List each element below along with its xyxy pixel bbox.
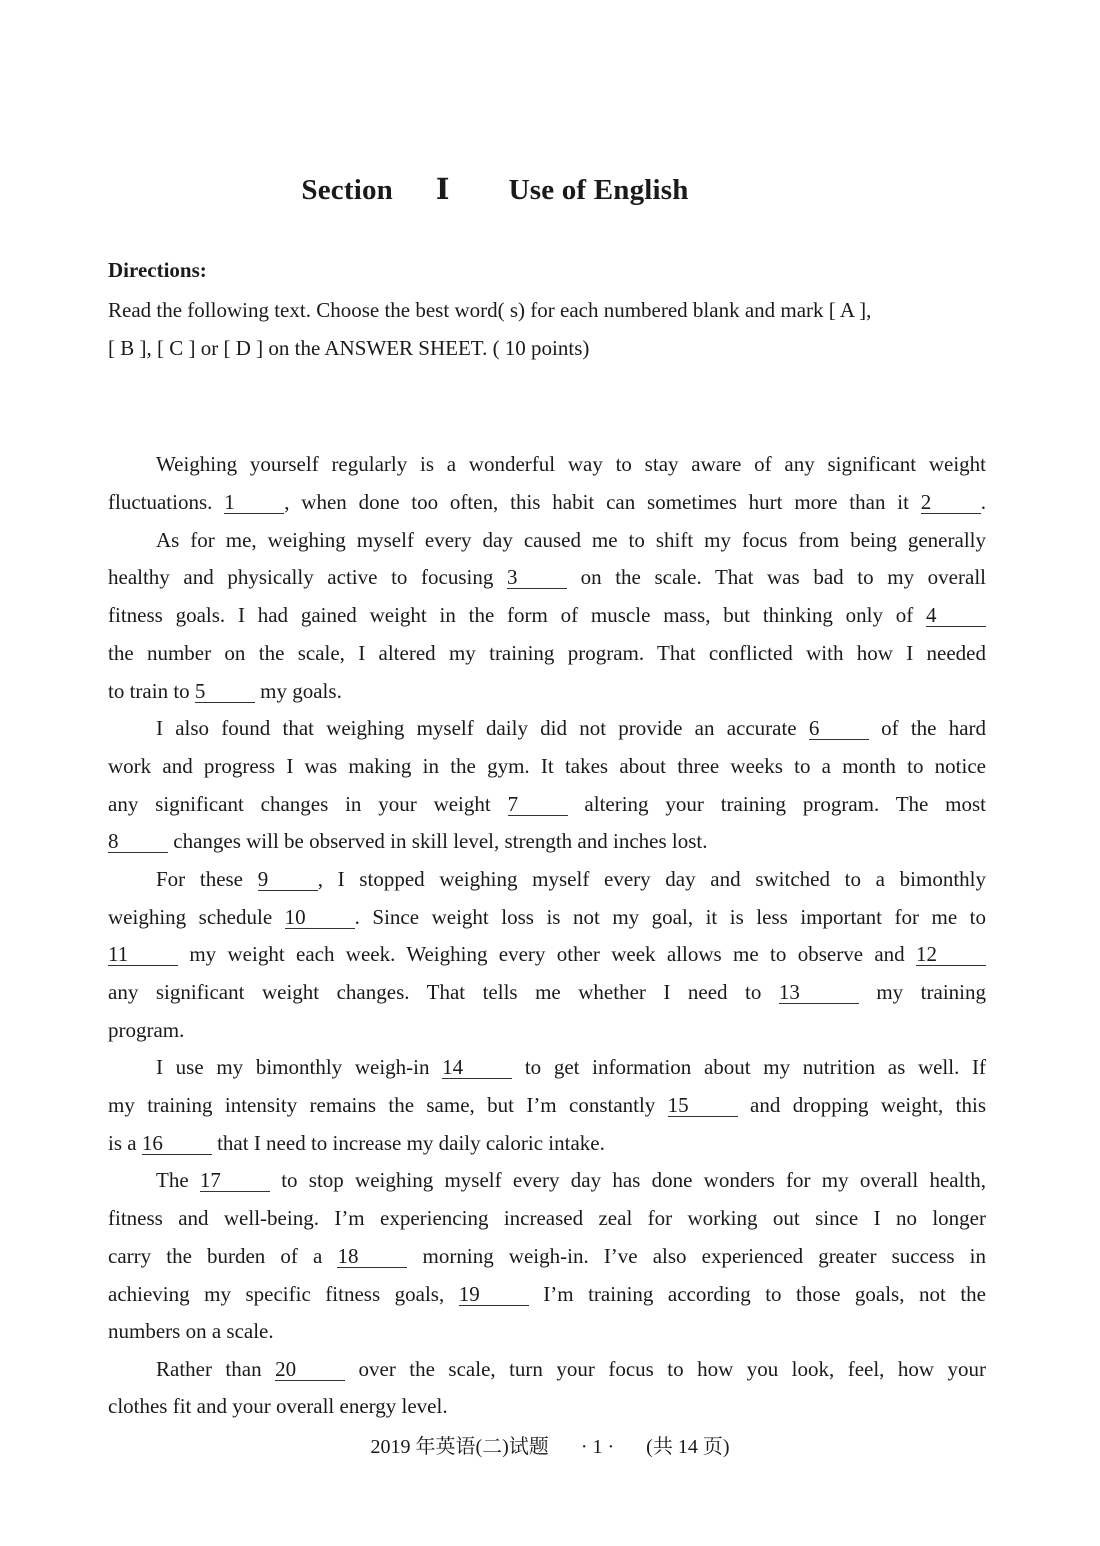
exam-title: 2019 年英语(二)试题 <box>370 1436 549 1458</box>
passage-line: I use my bimonthly weigh-in 14 to get information about my nutrition as well. If <box>156 1055 987 1079</box>
blank-6[interactable]: 6 <box>809 717 869 740</box>
passage-line: carry the burden of a 18 morning weigh-in. I’ve also experienced greater success in <box>108 1244 986 1268</box>
passage-line: weighing schedule 10 . Since weight loss is not my goal, it is less important for me to <box>108 905 986 929</box>
passage-line: fitness and well-being. I’m experiencing increased zeal for working out since I no longer <box>108 1206 986 1230</box>
passage-line: I also found that weighing myself daily did not provide an accurate 6 of the hard <box>156 716 987 740</box>
passage-line: is a 16 that I need to increase my daily caloric intake. <box>108 1131 605 1155</box>
blank-19[interactable]: 19 <box>459 1283 529 1306</box>
page-number: · 1 · <box>580 1436 615 1458</box>
blank-12[interactable]: 12 <box>916 943 986 966</box>
passage-line: fitness goals. I had gained weight in the form of muscle mass, but thinking only of 4 <box>108 601 986 629</box>
passage-line: For these 9 , I stopped weighing myself every day and switched to a bimonthly <box>156 867 986 891</box>
blank-18[interactable]: 18 <box>337 1245 407 1268</box>
passage-line: to train to 5 my goals. <box>108 679 342 703</box>
passage-line: work and progress I was making in the gym. It takes about three weeks to a month to notice <box>108 754 986 778</box>
passage-line: fluctuations. 1 , when done too often, this habit can sometimes hurt more than it 2 . <box>108 490 987 514</box>
blank-20[interactable]: 20 <box>275 1358 345 1381</box>
blank-17[interactable]: 17 <box>200 1169 270 1192</box>
directions-line-2: [ B ], [ C ] or [ D ] on the ANSWER SHEET. ( 10 points) <box>108 336 590 360</box>
passage-line: my training intensity remains the same, but I’m constantly 15 and dropping weight, this <box>108 1093 986 1117</box>
blank-7[interactable]: 7 <box>508 793 568 816</box>
passage-line: 11 my weight each week. Weighing every other week allows me to observe and 12 <box>108 940 986 968</box>
section-label: Section <box>301 174 393 206</box>
blank-4[interactable]: 4 <box>926 604 986 627</box>
passage-line: 8 changes will be observed in skill level, strength and inches lost. <box>108 829 708 853</box>
page-total: (共 14 页) <box>646 1436 730 1458</box>
blank-5[interactable]: 5 <box>195 680 255 703</box>
blank-14[interactable]: 14 <box>442 1056 512 1079</box>
directions-label: Directions: <box>108 258 207 282</box>
passage-line: any significant changes in your weight 7 altering your training program. The most <box>108 792 987 816</box>
section-numeral: Ⅰ <box>435 174 450 206</box>
page-footer <box>0 1430 1100 1459</box>
blank-8[interactable]: 8 <box>108 830 168 853</box>
blank-1[interactable]: 1 <box>224 491 284 514</box>
section-title <box>0 172 990 207</box>
passage-line: the number on the scale, I altered my training program. That conflicted with how I needed <box>108 641 986 665</box>
section-name: Use of English <box>508 174 689 206</box>
passage-line: program. <box>108 1018 185 1042</box>
blank-15[interactable]: 15 <box>668 1094 738 1117</box>
blank-2[interactable]: 2 <box>921 491 981 514</box>
passage-line: clothes fit and your overall energy level. <box>108 1394 448 1418</box>
directions-line-1: Read the following text. Choose the best word( s) for each numbered blank and mark [ A ], <box>108 298 872 322</box>
blank-13[interactable]: 13 <box>779 981 859 1004</box>
passage-line: achieving my specific fitness goals, 19 I’m training according to those goals, not the <box>108 1282 986 1306</box>
blank-9[interactable]: 9 <box>258 868 318 891</box>
passage-line: Weighing yourself regularly is a wonderful way to stay aware of any significant weight <box>156 452 986 476</box>
passage-line: healthy and physically active to focusing 3 on the scale. That was bad to my overall <box>108 565 986 589</box>
blank-10[interactable]: 10 <box>285 906 355 929</box>
passage-line: any significant weight changes. That tells me whether I need to 13 my training <box>108 980 986 1004</box>
passage-line: As for me, weighing myself every day caused me to shift my focus from being generally <box>156 528 986 552</box>
passage-line: Rather than 20 over the scale, turn your focus to how you look, feel, how your <box>156 1357 987 1381</box>
blank-3[interactable]: 3 <box>507 566 567 589</box>
blank-11[interactable]: 11 <box>108 943 178 966</box>
passage-line: numbers on a scale. <box>108 1319 274 1343</box>
passage-line: The 17 to stop weighing myself every day has done wonders for my overall health, <box>156 1168 987 1192</box>
blank-16[interactable]: 16 <box>142 1132 212 1155</box>
